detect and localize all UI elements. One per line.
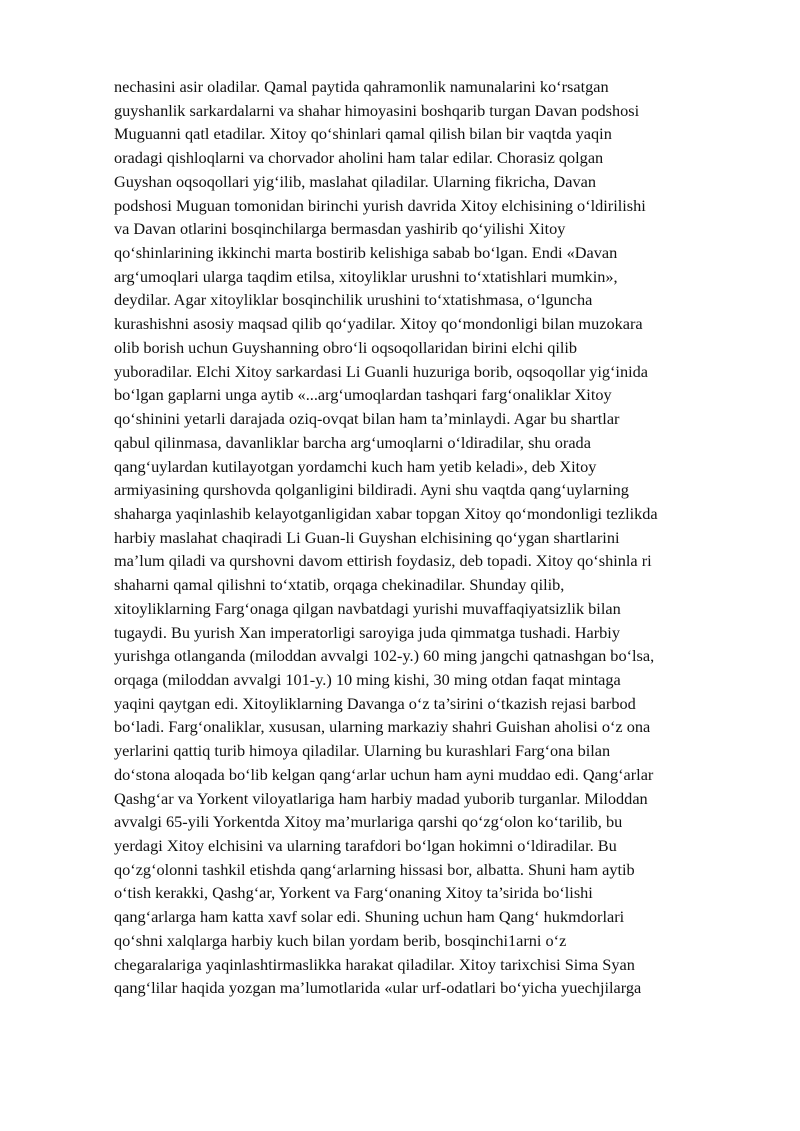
text-line: shaharni qamal qilishni to‘xtatib, orqaga chekinadilar. Shunday qilib, — [114, 575, 565, 595]
text-line: nechasini asir oladilar. Qamal paytida qahramonlik namunalarini ko‘rsatgan — [114, 77, 609, 96]
text-line: Guyshan oqsoqollari yig‘ilib, maslahat qiladilar. Ularning fikricha, Davan — [114, 171, 596, 191]
text-line: yaqini qaytgan edi. Xitoyliklarning Davanga o‘z ta’sirini o‘tkazish rejasi barbod — [114, 693, 636, 713]
text-line: qo‘shinlarining ikkinchi marta bostirib kelishiga sabab bo‘lgan. Endi «Davan — [114, 243, 618, 263]
text-line: podshosi Muguan tomonidan birinchi yurish davrida Xitoy elchisining o‘ldirilishi — [114, 195, 646, 215]
text-line: va Davan otlarini bosqinchilarga bermasdan yashirib qo‘yilishi Xitoy — [114, 219, 566, 239]
text-line: shaharga yaqinlashib kelayotganligidan xabar topgan Xitoy qo‘mondonligi tezlikda — [114, 503, 658, 523]
text-line: bo‘lgan gaplarni unga aytib «...arg‘umoqlardan tashqari farg‘onaliklar Xitoy — [114, 385, 612, 405]
text-line: yuboradilar. Elchi Xitoy sarkardasi Li Guanli huzuriga borib, oqsoqollar yig‘inida — [114, 361, 648, 381]
text-line: bo‘ladi. Farg‘onaliklar, xususan, ularning markaziy shahri Guishan aholisi o‘z ona — [114, 717, 651, 737]
text-line: Qashg‘ar va Yorkent viloyatlariga ham harbiy madad yuborib turganlar. Miloddan — [114, 788, 648, 808]
text-line: deydilar. Agar xitoyliklar bosqinchilik urushini to‘xtatishmasa, o‘lguncha — [114, 290, 593, 310]
text-line: qabul qilinmasa, davanliklar barcha arg‘umoqlarni o‘ldiradilar, shu orada — [114, 432, 591, 452]
text-line: tugaydi. Bu yurish Xan imperatorligi saroyiga juda qimmatga tushadi. Harbiy — [114, 622, 620, 642]
text-line: qo‘shinini yetarli darajada oziq-ovqat bilan ham ta’minlaydi. Agar bu shartlar — [114, 409, 620, 429]
text-line: qang‘uylardan kutilayotgan yordamchi kuch ham yetib keladi», deb Xitoy — [114, 456, 597, 476]
text-line: o‘tish kerakki, Qashg‘ar, Yorkent va Farg‘onaning Xitoy ta’sirida bo‘lishi — [114, 883, 593, 903]
text-line: qang‘arlarga ham katta xavf solar edi. Shuning uchun ham Qang‘ hukmdorlari — [114, 907, 625, 927]
text-line: olib borish uchun Guyshanning obro‘li oqsoqollaridan birini elchi qilib — [114, 337, 578, 357]
text-line: kurashishni asosiy maqsad qilib qo‘yadilar. Xitoy qo‘mondonligi bilan muzokara — [114, 314, 643, 334]
text-line: qang‘lilar haqida yozgan ma’lumotlarida «ular urf-odatlari bo‘yicha yuechjilarga — [114, 978, 642, 998]
body-text — [114, 75, 754, 1000]
text-line: xitoyliklarning Farg‘onaga qilgan navbatdagi yurishi muvaffaqiyatsizlik bilan — [114, 598, 621, 618]
text-line: armiyasining qurshovda qolganligini bildiradi. Ayni shu vaqtda qang‘uylarning — [114, 480, 629, 500]
text-line: qo‘zg‘olonni tashkil etishda qang‘arlarning hissasi bor, albatta. Shuni ham aytib — [114, 859, 635, 879]
text-line: do‘stona aloqada bo‘lib kelgan qang‘arlar uchun ham ayni muddao edi. Qang‘arlar — [114, 764, 654, 784]
text-line: harbiy maslahat chaqiradi Li Guan-li Guyshan elchisining qo‘ygan shartlarini — [114, 527, 620, 547]
text-line: yurishga otlanganda (miloddan avvalgi 102-y.) 60 ming jangchi qatnashgan bo‘lsa, — [114, 646, 655, 666]
text-line: Muguanni qatl etadilar. Xitoy qo‘shinlari qamal qilish bilan bir vaqtda yaqin — [114, 124, 612, 144]
text-line: guyshanlik sarkardalarni va shahar himoyasini boshqarib turgan Davan podshosi — [114, 100, 640, 120]
text-line: avvalgi 65-yili Yorkentda Xitoy ma’murlariga qarshi qo‘zg‘olon ko‘tarilib, bu — [114, 812, 623, 832]
text-line: oradagi qishloqlarni va chorvador aholini ham talar edilar. Chorasiz qolgan — [114, 148, 604, 168]
text-line: orqaga (miloddan avvalgi 101-y.) 10 ming kishi, 30 ming otdan faqat mintaga — [114, 669, 621, 689]
text-line: ma’lum qiladi va qurshovni davom ettirish foydasiz, deb topadi. Xitoy qo‘shinla ri — [114, 551, 652, 571]
text-line: yerlarini qattiq turib himoya qiladilar. Ularning bu kurashlari Farg‘ona bilan — [114, 741, 611, 761]
text-line: chegaralariga yaqinlashtirmaslikka harakat qiladilar. Xitoy tarixchisi Sima Syan — [114, 954, 635, 974]
text-line: arg‘umoqlari ularga taqdim etilsa, xitoyliklar urushni to‘xtatishlari mumkin», — [114, 266, 618, 286]
text-line: yerdagi Xitoy elchisini va ularning tarafdori bo‘lgan hokimni o‘ldiradilar. Bu — [114, 836, 617, 855]
text-line: qo‘shni xalqlarga harbiy kuch bilan yordam berib, bosqinchi1arni o‘z — [114, 930, 567, 950]
